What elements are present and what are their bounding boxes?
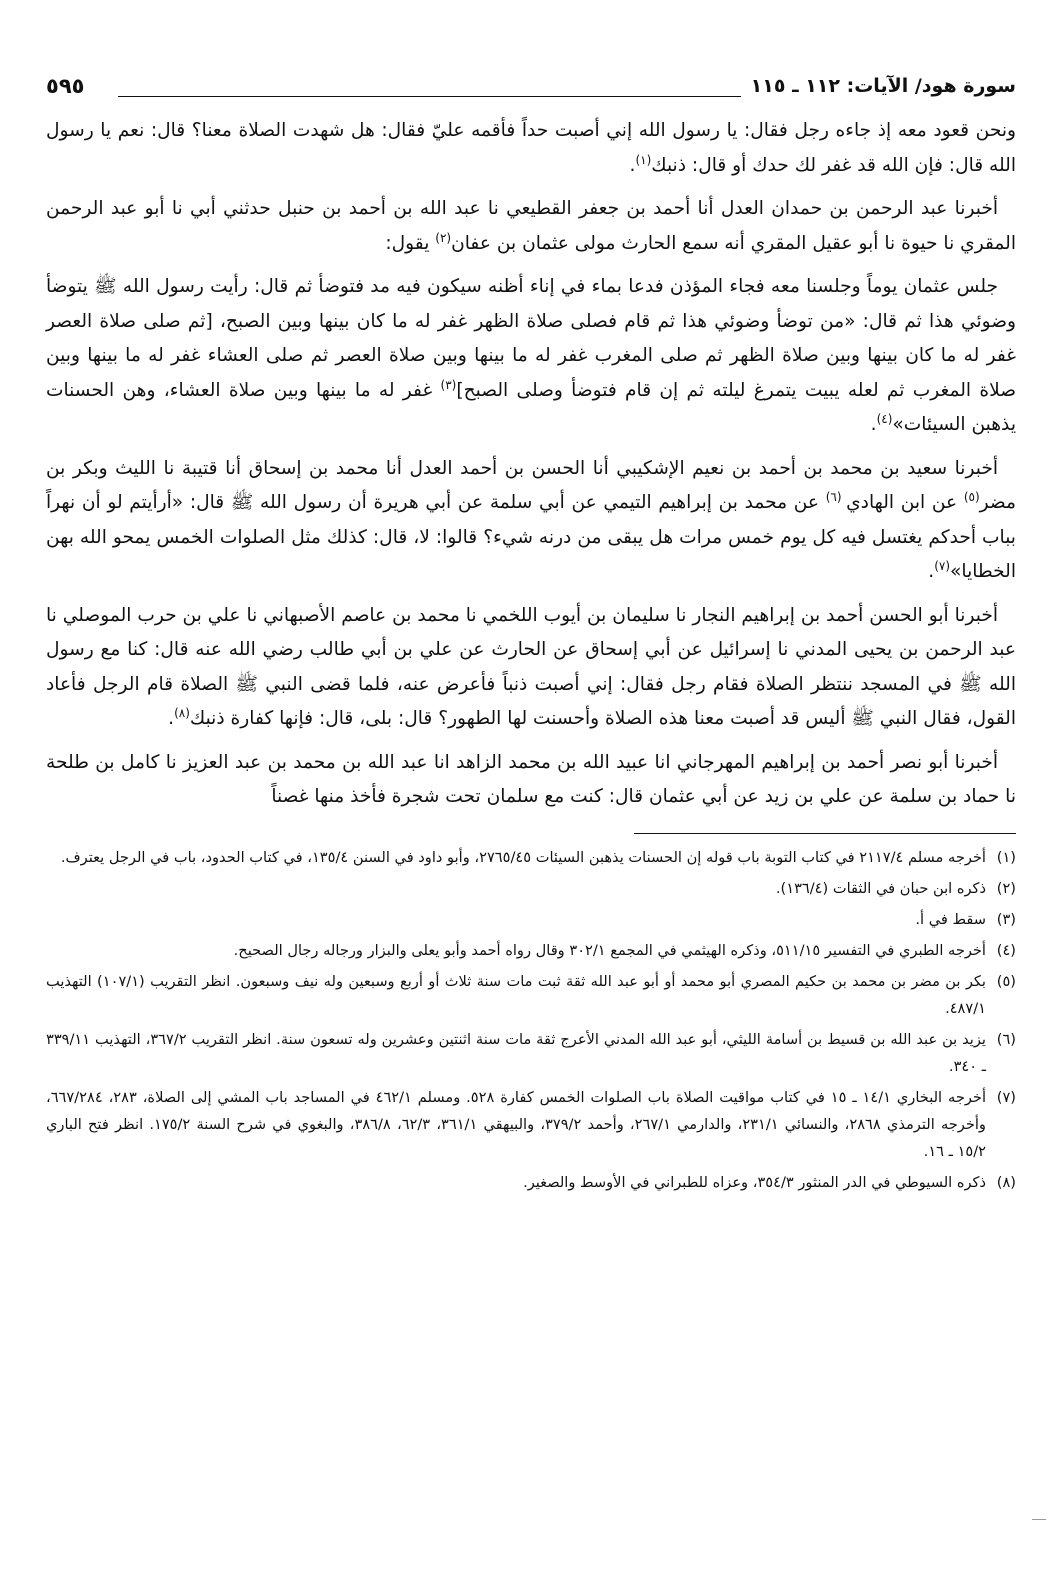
footnote-ref: (٤) (876, 411, 893, 426)
footnote-3 (46, 906, 1016, 933)
footnotes (46, 844, 1016, 1196)
footnote-text: يزيد بن عبد الله بن قسيط بن أسامة الليثي، أبو عبد الله المدني الأعرج ثقة مات سنة اثنتين وعشرين وله تسعون سنة. انظر التقريب ٣٦٧/٢، التهذيب ٣٣٩/١١ ـ ٣٤٠. (46, 1030, 986, 1075)
footnote-6 (46, 1026, 1016, 1080)
footnote-2 (46, 875, 1016, 902)
footnote-4 (46, 937, 1016, 964)
footnote-7 (46, 1084, 1016, 1165)
footnote-8 (46, 1169, 1016, 1196)
paragraph-text: أخبرنا أبو الحسن أحمد بن إبراهيم النجار نا سليمان بن أيوب اللخمي نا محمد بن عاصم الأصبهاني نا علي بن حرب الموصلي نا عبد الرحمن بن يحيى المدني نا إسرائيل عن أبي إسحاق عن الحارث عن علي بن أبي طالب رضي الله عنه قال: كنا مع رسول الله ﷺ في المسجد ننتظر الصلاة فقام رجل فقال: إني أصبت ذنباً فأعرض عنه، فلما قضى النبي ﷺ الصلاة قام الرجل فأعاد القول، فقال النبي ﷺ أليس قد أصبت معنا هذه الصلاة وأحسنت لها الطهور؟ قال: بلى، قال: فإنها كفارة ذنبك (46, 604, 1016, 729)
paragraph-4 (46, 452, 1016, 590)
paragraph-tail: غفر له ما بينها وبين صلاة العشاء، وهن الحسنات يذهبن السيئات» (46, 379, 1016, 435)
footnote-number: (١) (996, 848, 1016, 866)
footnote-ref: (١) (635, 152, 652, 167)
footnote-number: (٦) (996, 1030, 1016, 1048)
paragraph-tail: عن محمد بن إبراهيم التيمي عن أبي سلمة عن أبي هريرة أن رسول الله ﷺ قال: «أرأيتم لو أن نهراً بباب أحدكم يغتسل فيه كل يوم خمس مرات هل يبقى من درنه شيء؟ قالوا: لا، قال: كذلك مثل الصلوات الخمس يمحو الله بهن الخطايا» (46, 492, 1016, 582)
scan-edge-mark (1032, 1519, 1046, 1520)
footnote-divider (634, 833, 1016, 834)
paragraph-tail: . (168, 708, 175, 729)
footnote-text: ذكره ابن حبان في الثقات (١٣٦/٤). (775, 879, 986, 897)
footnote-number: (٢) (996, 879, 1016, 897)
paragraph-text: أخبرنا سعيد بن محمد بن أحمد بن نعيم الإشكيبي أنا الحسن بن أحمد العدل أنا محمد بن إسحاق أنا قتيبة نا الليث وبكر بن مضر (46, 457, 1016, 513)
footnote-text: أخرجه البخاري ١٤/١ ـ ١٥ في كتاب مواقيت الصلاة باب الصلوات الخمس كفارة ٥٢٨. ومسلم ٤٦٢/١ في المساجد باب المشي إلى الصلاة، ٢٨٣، ٦٦٧/٢٨٤، وأخرجه الترمذي ٢٨٦٨، والنسائي ٢٣١/١، والدارمي ٢٦٧/١، وأحمد ٣٧٩/٢، والبيهقي ٣٦١/١، ٦٢/٣، ٣٨٦/٨، والبغوي في شرح السنة ١٧٥/٢. انظر فتح الباري ١٥/٢ ـ ١٦. (46, 1088, 986, 1160)
footnote-number: (٨) (996, 1173, 1016, 1191)
paragraph-1 (46, 114, 1016, 183)
paragraph-tail: . (870, 414, 877, 435)
footnote-ref: (٥) (963, 489, 980, 504)
header-rule (118, 96, 756, 97)
paragraph-6 (46, 746, 1016, 815)
main-text (46, 114, 1016, 815)
paragraph-tail: عن ابن الهادي (846, 492, 964, 513)
paragraph-5 (46, 599, 1016, 737)
footnote-5 (46, 968, 1016, 1022)
footnote-text: ذكره السيوطي في الدر المنثور ٣٥٤/٣، وعزاه للطبراني في الأوسط والصغير. (523, 1173, 986, 1191)
paragraph-3 (46, 270, 1016, 443)
book-page (46, 66, 1016, 1566)
footnote-text: سقط في أ. (915, 910, 986, 928)
footnote-number: (٧) (996, 1088, 1016, 1106)
paragraph-text: أخبرنا أبو نصر أحمد بن إبراهيم المهرجاني انا عبيد الله بن محمد الزاهد انا عبد الله بن محمد بن عبد العزيز نا كامل بن طلحة نا حماد بن سلمة عن علي بن زيد عن أبي عثمان قال: كنت مع سلمان تحت شجرة فأخذ منها غصناً (46, 751, 1016, 807)
paragraph-2 (46, 192, 1016, 261)
footnote-ref: (٣) (440, 377, 457, 392)
footnote-number: (٣) (996, 910, 1016, 928)
paragraph-tail: . (928, 561, 935, 582)
footnote-text: بكر بن مضر بن محمد بن حكيم المصري أبو محمد أو أبو عبد الله ثقة ثبت مات سنة ثلاث أو أربع وسبعين وله نيف وسبعون. انظر التقريب (١٠٧/١) التهذيب ٤٨٧/١. (46, 972, 986, 1017)
page-number: ٥٩٥ (46, 74, 94, 98)
paragraph-text: جلس عثمان يوماً وجلسنا معه فجاء المؤذن فدعا بماء في إناء أظنه سيكون فيه مد فتوضأ ثم قال: رأيت رسول الله ﷺ يتوضأ وضوئي هذا ثم قال: «من توضأ وضوئي هذا ثم قام فصلى صلاة الظهر غفر له ما كان بينها وبين الصبح، [ثم صلى صلاة العصر غفر له ما كان بينها وبين صلاة الظهر ثم صلى المغرب غفر له ما بينها وبين صلاة العصر ثم صلى العشاء غفر له ما بينها وبين صلاة المغرب ثم لعله يبيت يتمرغ ليلته ثم إن قام فتوضأ وصلى الصبح] (46, 276, 1016, 401)
footnote-number: (٤) (996, 941, 1016, 959)
footnote-1 (46, 844, 1016, 871)
footnote-text: أخرجه الطبري في التفسير ٥١١/١٥، وذكره الهيثمي في المجمع ٣٠٢/١ وقال رواه أحمد وأبو يعلى والبزار ورجاله رجال الصحيح. (233, 941, 986, 959)
footnote-number: (٥) (996, 972, 1016, 990)
footnote-ref: (٨) (174, 705, 190, 720)
footnote-ref: (٧) (934, 558, 951, 573)
paragraph-tail: يقول: (385, 232, 436, 254)
footnote-ref: (٢) (435, 230, 452, 245)
paragraph-text: أخبرنا عبد الرحمن بن حمدان العدل أنا أحمد بن جعفر القطيعي نا عبد الله بن أحمد بن حنبل حدثني أبي نا أبو عبد الرحمن المقري نا حيوة نا أبو عقيل المقري أنه سمع الحارث مولى عثمان بن عفان (46, 198, 1016, 254)
footnote-text: أخرجه مسلم ٢١١٧/٤ في كتاب التوبة باب قوله إن الحسنات يذهبن السيئات ٢٧٦٥/٤٥، وأبو داود في السنن ١٣٥/٤، في كتاب الحدود، باب في الرجل يعترف. (60, 848, 986, 866)
paragraph-tail: . (629, 154, 636, 176)
running-title: سورة هود/ الآيات: ١١٢ ـ ١١٥ (741, 75, 1016, 97)
page-header (46, 66, 1016, 106)
footnote-ref: (٦) (825, 489, 847, 504)
paragraph-text: ونحن قعود معه إذ جاءه رجل فقال: يا رسول الله إني أصبت حداً فأقمه عليّ فقال: هل شهدت الصلاة معنا؟ قال: نعم يا رسول الله قال: فإن الله قد غفر لك حدك أو قال: ذنبك (46, 120, 1016, 176)
